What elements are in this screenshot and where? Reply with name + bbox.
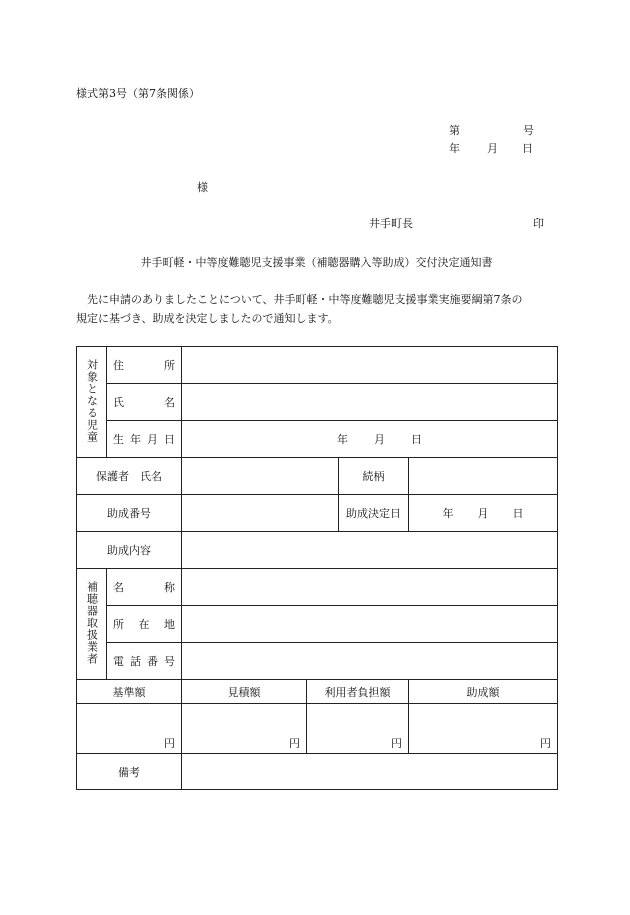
grant-content-field[interactable] [182,532,558,569]
relation-label: 続柄 [339,458,409,495]
doc-date-day: 日 [522,142,533,155]
guardian-label: 保護者 氏名 [77,458,182,495]
name-field[interactable] [182,384,558,421]
address-label: 住 所 [107,347,182,384]
yen-unit: 円 [164,737,175,750]
dealer-group-label: 補聴器取扱業者 [77,569,107,680]
grant-number-label: 助成番号 [77,495,182,532]
grant-amount-header: 助成額 [409,680,558,704]
standard-amount-field[interactable] [77,704,182,754]
user-share-header: 利用者負担額 [307,680,409,704]
guardian-field[interactable] [182,458,339,495]
remarks-field[interactable] [182,754,558,790]
yen-unit: 円 [540,737,552,750]
grant-content-label: 助成内容 [77,532,182,569]
dealer-phone-label: 電 話 番 号 [107,643,182,680]
decision-date-label: 助成決定日 [339,495,409,532]
dealer-phone-field[interactable] [182,643,558,680]
estimate-amount-field[interactable] [182,704,307,754]
body-line-1: 先に申請のありましたことについて、井手町軽・中等度難聴児支援事業実施要綱第7条の [76,293,523,306]
dealer-location-label: 所 在 地 [107,606,182,643]
address-field[interactable] [182,347,558,384]
standard-amount-header: 基準額 [77,680,182,704]
doc-date-year: 年 [449,142,460,155]
birth-date-field[interactable]: 年 月 日 [182,421,558,458]
child-group-label: 対象となる児童 [77,347,107,458]
doc-number-dai: 第 [449,124,460,137]
grant-number-field[interactable] [182,495,339,532]
birth-date-label: 生 年 月 日 [107,421,182,458]
dealer-name-field[interactable] [182,569,558,606]
doc-date-month: 月 [487,142,498,155]
estimate-amount-header: 見積額 [182,680,307,704]
doc-number-go: 号 [523,124,534,137]
issuer-seal: 印 [533,217,544,230]
issuer-name: 井手町長 [369,217,413,230]
body-text [76,290,561,328]
name-label: 氏 名 [107,384,182,421]
body-line-2: 規定に基づき、助成を決定しましたので通知します。 [76,312,339,325]
decision-date-field[interactable]: 年 月 日 [409,495,558,532]
relation-field[interactable] [409,458,558,495]
yen-unit: 円 [289,737,300,750]
grant-amount-field[interactable] [409,704,558,754]
yen-unit: 円 [391,737,402,750]
dealer-name-label: 名 称 [107,569,182,606]
form-number: 様式第3号（第7条関係） [76,87,200,100]
user-share-field[interactable] [307,704,409,754]
dealer-location-field[interactable] [182,606,558,643]
remarks-label: 備考 [77,754,182,790]
notice-form-table [76,346,558,790]
document-title: 井手町軽・中等度難聴児支援事業（補聴器購入等助成）交付決定通知書 [140,256,493,269]
addressee-suffix: 様 [197,181,208,194]
